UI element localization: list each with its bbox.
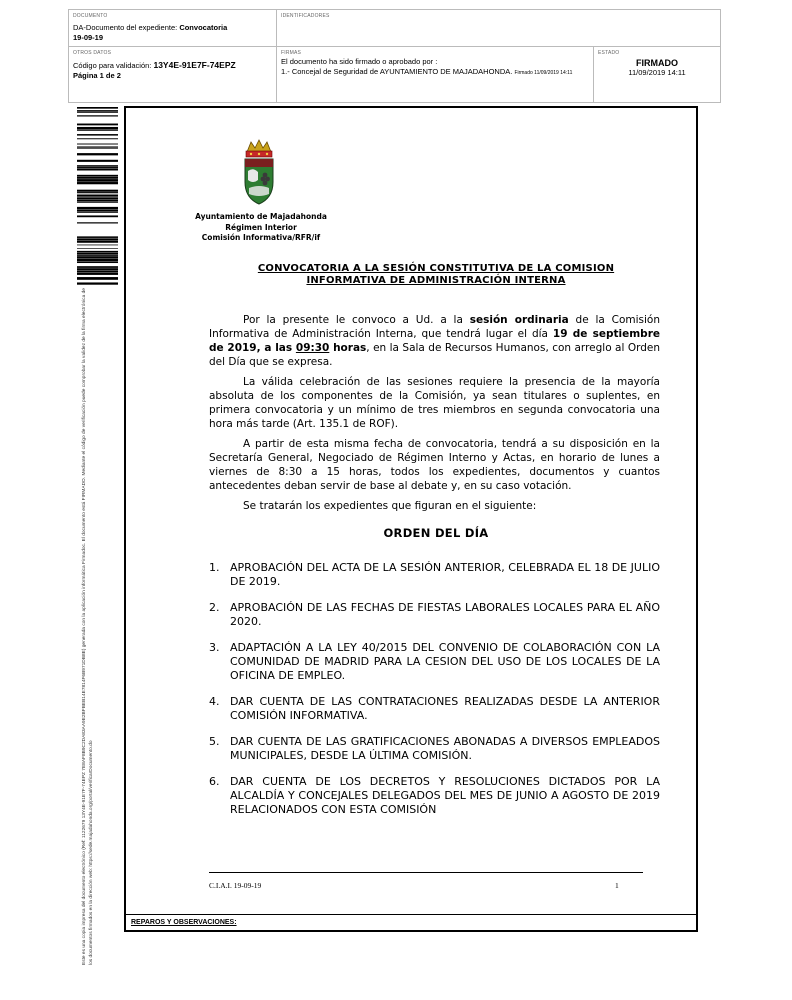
firmas-date: Firmado 11/09/2019 14:11 [514, 70, 573, 76]
orden-del-dia-heading: ORDEN DEL DÍA [383, 526, 489, 540]
estado-cell [594, 47, 720, 102]
agenda-item-number: 1. [209, 561, 220, 574]
estado-date: 11/09/2019 14:11 [628, 68, 686, 77]
estado-caption: ESTADO [598, 50, 620, 56]
documento-caption: DOCUMENTO [73, 13, 108, 19]
agenda-item-text: ADAPTACIÓN A LA LEY 40/2015 DEL CONVENIO DE COLABORACIÓN CON LA COMUNIDAD DE MADRID PARA LA CESION DEL USO DE LOS LOCALES DE LA OFICINA DE EMPLEO. [230, 641, 660, 682]
org-line-3: Comisión Informativa/RFR/if [201, 233, 321, 242]
codigo-label: Código para validación: [73, 61, 154, 70]
agenda-item [209, 735, 660, 763]
p1-bold-horas: horas [329, 342, 367, 354]
p1-text-c: de la Comisión Informativa de Administración Interna, que tendrá lugar el día [209, 314, 661, 340]
paragraph-4: Se tratarán los expedientes que figuran en el siguiente: [243, 500, 537, 512]
pagina-label: Página 1 de 2 [73, 71, 121, 80]
org-line-1: Ayuntamiento de Majadahonda [195, 212, 327, 221]
agenda-item-text: DAR CUENTA DE LAS GRATIFICACIONES ABONADAS A DIVERSOS EMPLEADOS MUNICIPALES, DESDE LA ÚLTIMA COMISIÓN. [230, 735, 660, 762]
document-page [124, 106, 698, 932]
footer-rule [209, 872, 643, 873]
p1-text-a: Por la presente le convoco a Ud. a la [243, 314, 470, 326]
organization-block [186, 212, 336, 244]
footer-reference: C.I.A.I. 19-09-19 [209, 881, 262, 890]
estado-value: FIRMADO [636, 58, 678, 68]
identificadores-cell [277, 10, 720, 47]
paragraph-2: La válida celebración de las sesiones requiere la presencia de la mayoría absoluta de los componentes de la Comisión, ya sean titulares o suplentes, en primera convocatoria y un mínimo de tres miembros en segunda convocatoria una hora más tarde (Art. 135.1 de ROF). [209, 376, 660, 430]
firmas-cell [277, 47, 594, 102]
coat-of-arms-icon [239, 138, 279, 206]
reparos-label: REPAROS Y OBSERVACIONES: [126, 914, 696, 930]
otros-datos-cell [69, 47, 277, 102]
document-title [206, 263, 666, 287]
identificadores-caption: IDENTIFICADORES [281, 13, 330, 19]
agenda-item-number: 2. [209, 601, 220, 614]
firmas-line1: El documento ha sido firmado o aprobado por : [281, 57, 438, 66]
title-line-2: INFORMATIVA DE ADMINISTRACIÓN INTERNA [306, 275, 566, 286]
agenda-item-text: APROBACIÓN DEL ACTA DE LA SESIÓN ANTERIOR, CELEBRADA EL 18 DE JULIO DE 2019. [230, 561, 660, 588]
documento-cell [69, 10, 277, 47]
verification-side-text: Este es una copia impresa del documento electrónico (Ref: 1122679 13Y4E-91E7F-74EPZ 7E8AF8B9C2DA83AA9E2BFBEB14E7814F6B971DB8E) generada con la aplicación informática Firmadoc. El documento está FIRMADO. Mediante el código de verificación puede comprobar la validez de la firma electrónica de los documentos firmados en la dirección web: https://sede.majadahonda.org/portal/verificarDocumento.do [82, 288, 94, 965]
footer-page-number: 1 [615, 881, 619, 890]
signature-header [68, 9, 721, 103]
p1-bold-time: 09:30 [295, 342, 330, 354]
documento-name: Convocatoria [179, 23, 228, 32]
agenda-item-text: DAR CUENTA DE LAS CONTRATACIONES REALIZADAS DESDE LA ANTERIOR COMISIÓN INFORMATIVA. [230, 695, 660, 722]
title-line-1: CONVOCATORIA A LA SESIÓN CONSTITUTIVA DE LA COMISION [257, 263, 615, 274]
barcode-image [77, 107, 118, 285]
documento-prefix: DA-Documento del expediente: [73, 23, 180, 32]
agenda-list [209, 561, 660, 829]
firmas-line2: 1.- Concejal de Seguridad de AYUNTAMIENTO DE MAJADAHONDA. [281, 67, 513, 76]
document-body [209, 313, 660, 519]
codigo-value: 13Y4E-91E7F-74EPZ [153, 60, 236, 70]
agenda-item [209, 775, 660, 817]
org-line-2: Régimen Interior [225, 222, 297, 232]
agenda-item [209, 561, 660, 589]
p1-text-g: , en la Sala de Recursos Humanos, con arreglo al Orden del Día que se expresa. [209, 342, 661, 368]
otros-datos-caption: OTROS DATOS [73, 50, 112, 56]
agenda-item-number: 4. [209, 695, 220, 708]
agenda-item-text: APROBACIÓN DE LAS FECHAS DE FIESTAS LABORALES LOCALES PARA EL AÑO 2020. [230, 601, 660, 628]
agenda-item-number: 6. [209, 775, 220, 788]
p1-bold-sesion: sesión ordinaria [469, 314, 569, 326]
agenda-item-number: 3. [209, 641, 220, 654]
agenda-item-number: 5. [209, 735, 220, 748]
agenda-item [209, 641, 660, 683]
firmas-caption: FIRMAS [281, 50, 302, 56]
agenda-item-text: DAR CUENTA DE LOS DECRETOS Y RESOLUCIONES DICTADOS POR LA ALCALDÍA Y CONCEJALES DELEGADOS DEL MES DE JUNIO A AGOSTO DE 2019 RELACIONADOS CON ESTA COMISIÓN [230, 775, 660, 816]
agenda-item [209, 601, 660, 629]
paragraph-1 [209, 313, 660, 369]
p1-bold-date: 19 de septiembre de 2019, a las [209, 328, 660, 354]
agenda-item [209, 695, 660, 723]
documento-date: 19-09-19 [73, 33, 104, 42]
paragraph-3: A partir de esta misma fecha de convocatoria, tendrá a su disposición en la Secretaría General, Negociado de Régimen Interno y Actas, en horario de lunes a viernes de 8:30 a 15 horas, todos los expedientes, documentos y cuantos antecedentes deban servir de base al debate y, en su caso votación. [209, 438, 660, 492]
